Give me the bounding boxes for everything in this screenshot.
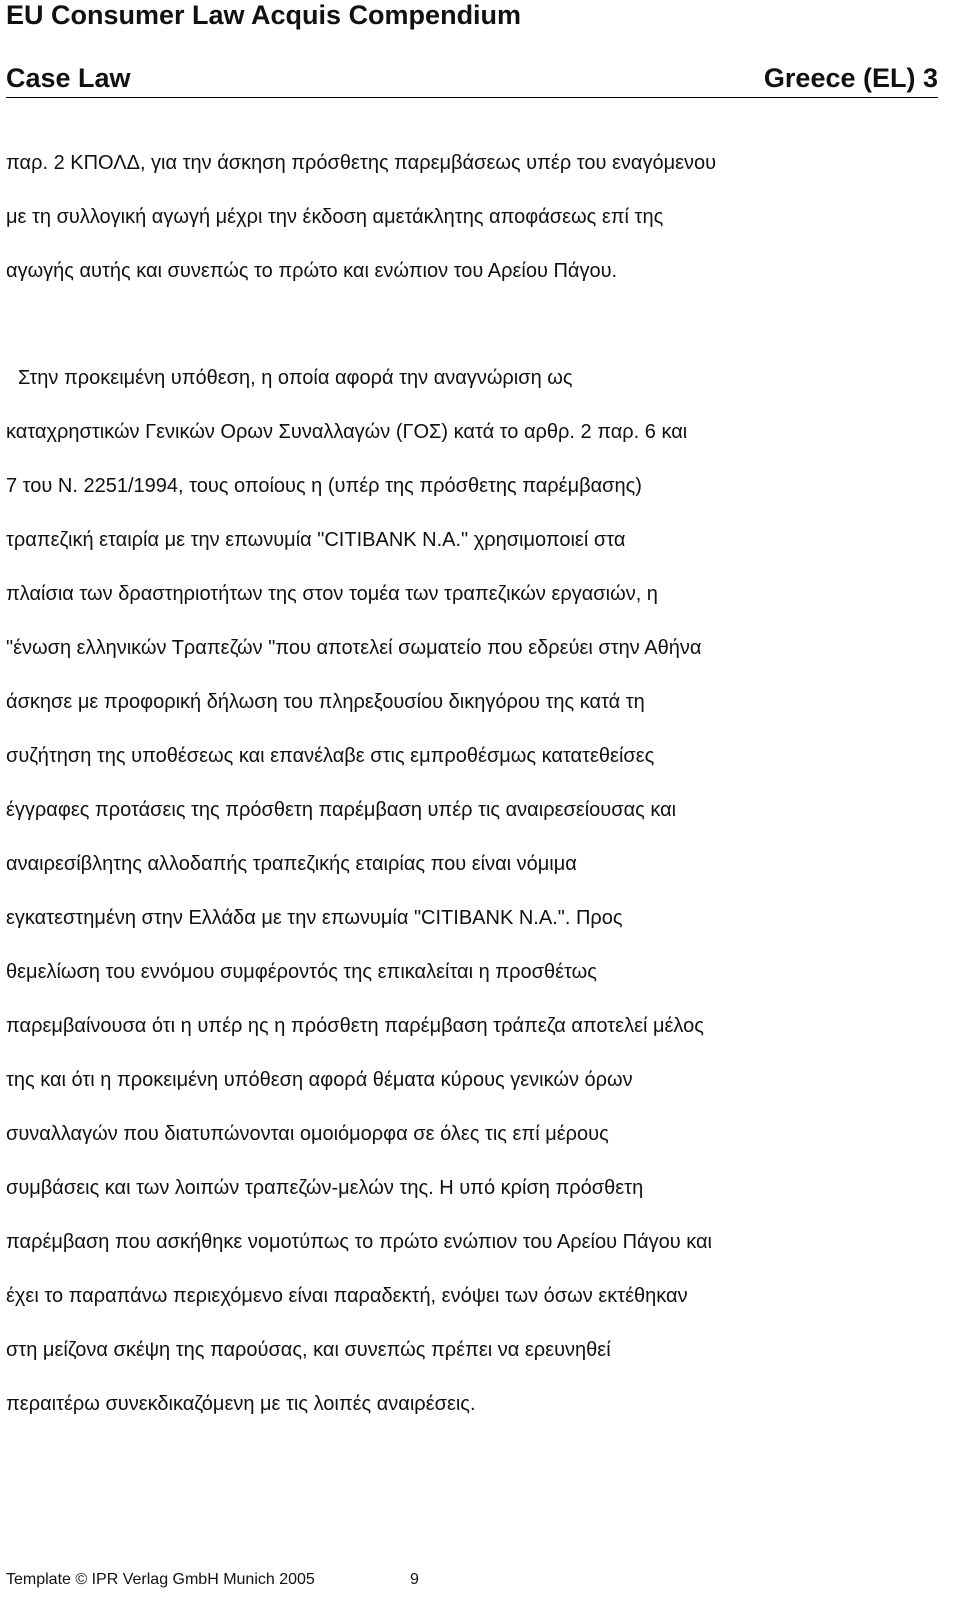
text-line: αναιρεσίβλητης αλλοδαπής τραπεζικής εταιρίας που είναι νόμιμα	[6, 853, 577, 875]
text-line: Στην προκειμένη υπόθεση, η οποία αφορά την αναγνώριση ως	[18, 367, 573, 389]
document-title: EU Consumer Law Acquis Compendium	[6, 0, 522, 30]
text-line: συμβάσεις και των λοιπών τραπεζών-μελών της. Η υπό κρίση πρόσθετη	[6, 1177, 644, 1199]
page-footer	[6, 1570, 419, 1590]
footer-template-credit: Template © IPR Verlag GmbH Munich 2005	[6, 1571, 315, 1588]
text-line: παρεμβαίνουσα ότι η υπέρ ης η πρόσθετη παρέμβαση τράπεζα αποτελεί μέλος	[6, 1015, 704, 1037]
text-line: πλαίσια των δραστηριοτήτων της στον τομέα των τραπεζικών εργασιών, η	[6, 583, 658, 605]
text-line: αγωγής αυτής και συνεπώς το πρώτο και ενώπιον του Αρείου Πάγου.	[6, 260, 618, 282]
text-line: τραπεζική εταιρία με την επωνυμία "CITIBANK N.A." χρησιμοποιεί στα	[6, 529, 626, 551]
page-number: 9	[410, 1571, 419, 1588]
text-line: θεμελίωση του εννόμου συμφέροντός της επικαλείται η προσθέτως	[6, 961, 597, 983]
text-line: "ένωση ελληνικών Τραπεζών "που αποτελεί σωματείο που εδρεύει στην Αθήνα	[6, 637, 702, 659]
header-divider	[6, 97, 938, 98]
text-line: καταχρηστικών Γενικών Ορων Συναλλαγών (ΓΟΣ) κατά το αρθρ. 2 παρ. 6 και	[6, 421, 688, 443]
text-line: εγκατεστημένη στην Ελλάδα με την επωνυμία "CITIBANK N.A.". Προς	[6, 907, 623, 929]
text-line: παρέμβαση που ασκήθηκε νομοτύπως το πρώτο ενώπιον του Αρείου Πάγου και	[6, 1231, 712, 1253]
text-line: παρ. 2 ΚΠΟΛΔ, για την άσκηση πρόσθετης παρεμβάσεως υπέρ του εναγόμενου	[6, 152, 717, 174]
country-label: Greece (EL) 3	[763, 62, 938, 93]
section-title: Case Law	[6, 62, 131, 93]
text-line: περαιτέρω συνεκδικαζόμενη με τις λοιπές αναιρέσεις.	[6, 1393, 476, 1415]
text-line: συζήτηση της υποθέσεως και επανέλαβε στις εμπροθέσμως κατατεθείσες	[6, 745, 655, 767]
text-line: με τη συλλογική αγωγή μέχρι την έκδοση αμετάκλητης αποφάσεως επί της	[6, 206, 664, 228]
text-line: έχει το παραπάνω περιεχόμενο είναι παραδεκτή, ενόψει των όσων εκτέθηκαν	[6, 1285, 688, 1307]
section-header	[6, 62, 938, 94]
text-line: έγγραφες προτάσεις της πρόσθετη παρέμβαση υπέρ τις αναιρεσείουσας και	[6, 799, 677, 821]
text-line: άσκησε με προφορική δήλωση του πληρεξουσίου δικηγόρου της κατά τη	[6, 691, 645, 713]
text-line: 7 του Ν. 2251/1994, τους οποίους η (υπέρ της πρόσθετης παρέμβασης)	[6, 475, 642, 497]
text-line: της και ότι η προκειμένη υπόθεση αφορά θέματα κύρους γενικών όρων	[6, 1069, 633, 1091]
text-line: συναλλαγών που διατυπώνονται ομοιόμορφα σε όλες τις επί μέρους	[6, 1123, 609, 1145]
text-line: στη μείζονα σκέψη της παρούσας, και συνεπώς πρέπει να ερευνηθεί	[6, 1339, 611, 1361]
